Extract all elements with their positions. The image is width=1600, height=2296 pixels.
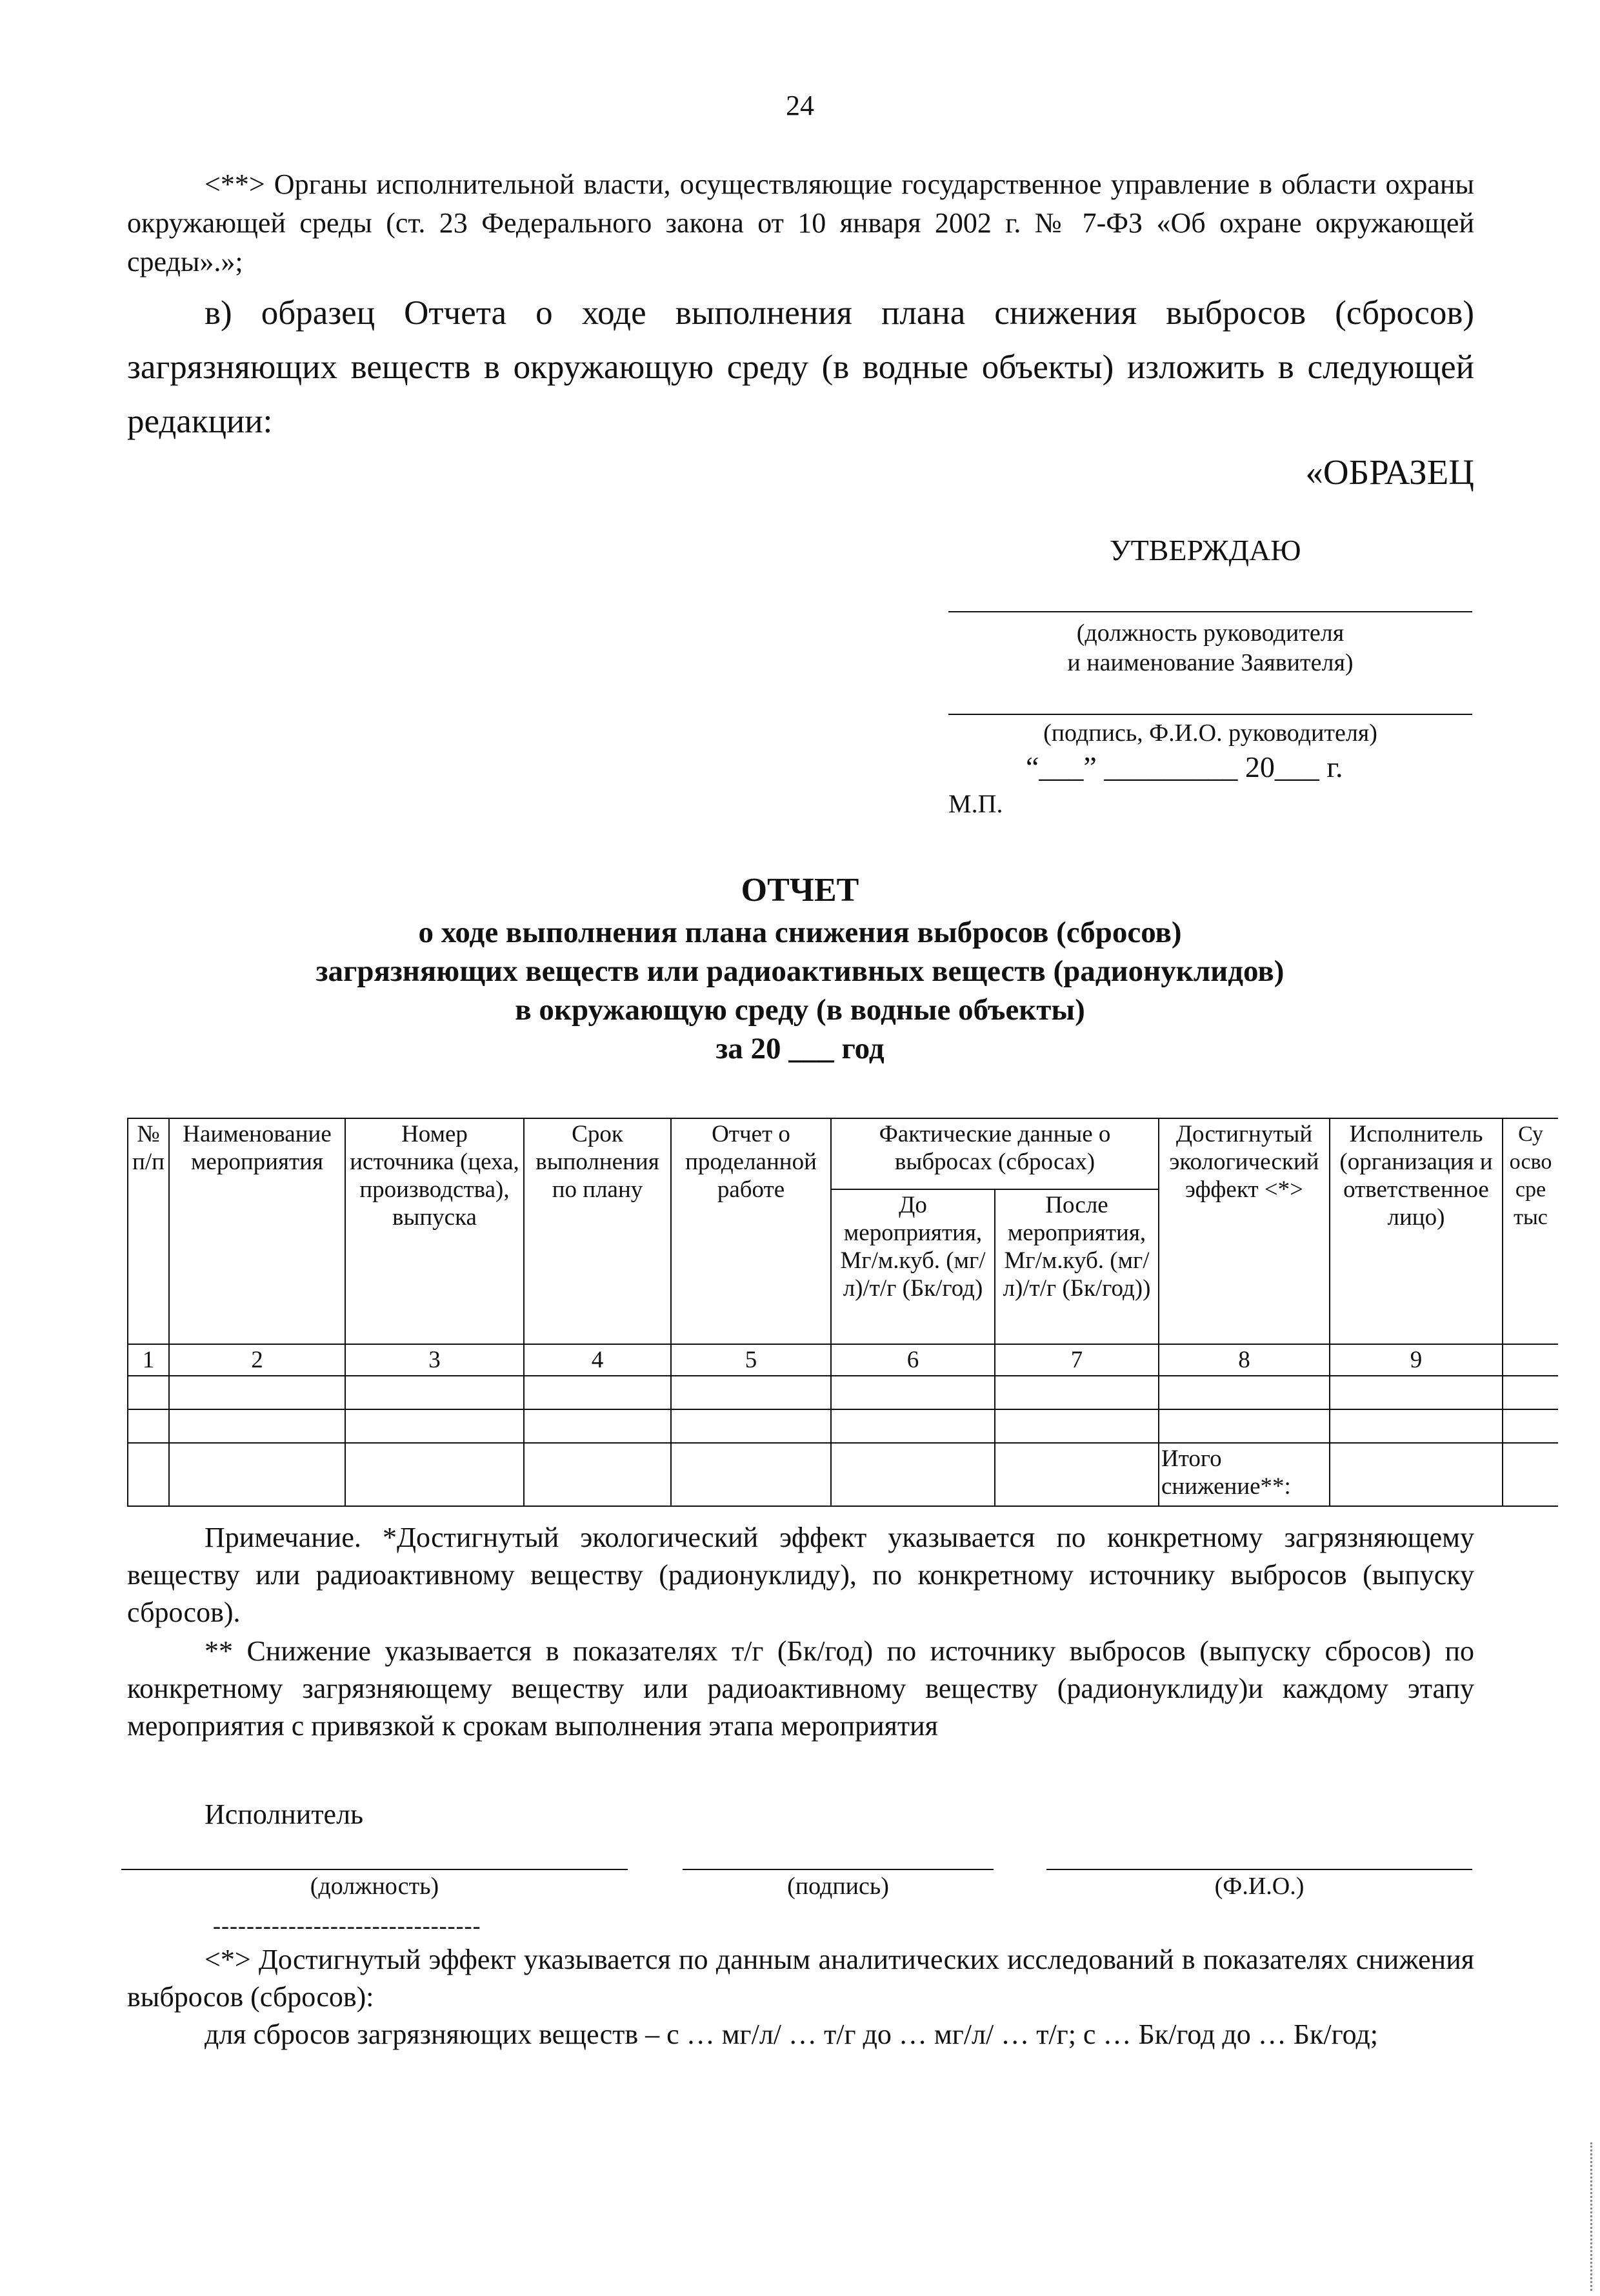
header-source: Номер источника (цеха, производства), выпуска [345,1118,524,1344]
page-number: 24 [786,90,814,121]
table-row [128,1409,1558,1443]
column-number: 2 [169,1344,345,1376]
executor-name-caption: (Ф.И.О.) [1214,1873,1305,1900]
signature-line [948,714,1472,715]
report-title-line-4: в окружающую среду (в водные объекты) [515,993,1085,1027]
footnote-separator: -------------------------------- [213,1913,481,1939]
report-table [127,1118,1558,1507]
header-executor: Исполнитель (организация и ответственное лицо) [1330,1118,1503,1344]
executor-position-line [121,1869,628,1870]
footnote-top: <**> Органы исполнительной власти, осуществляющие государственное управление в области охраны окружающей среды (ст. 23 Федерального закона от 10 января 2002 г. № 7-ФЗ «Об охране окружающей среды».»; [127,168,1474,277]
table-row [128,1376,1558,1409]
total-label: Итого снижение**: [1159,1443,1330,1506]
header-report: Отчет о проделанной работе [671,1118,831,1344]
note-reduction: ** Снижение указывается в показателях т/г (Бк/год) по источнику выбросов (выпуску сбросов) по конкретному загрязняющему веществу или радиоактивному веществу (радионуклиду)и каждому этапу мероприятия с привязкой к срокам выполнения этапа мероприятия [127,1635,1474,1742]
header-effect: Достигнутый экологический эффект <*> [1159,1118,1330,1344]
column-number: 9 [1330,1344,1503,1376]
executor-position-caption: (должность) [310,1873,439,1900]
executor-signature-caption: (подпись) [787,1873,889,1900]
header-term: Срок выполнения по плану [524,1118,671,1344]
signature-caption: (подпись, Ф.И.О. руководителя) [1043,720,1377,747]
bottom-footnote: <*> Достигнутый эффект указывается по данным аналитических исследований в показателях снижения выбросов (сбросов): [127,1944,1474,2013]
note-effect: Примечание. *Достигнутый экологический эффект указывается по конкретному загрязняющему веществу или радиоактивному веществу (радионуклиду), по конкретному источнику выбросов (выпуску сбросов). [127,1522,1474,1628]
total-row [128,1443,1558,1506]
column-number: 4 [524,1344,671,1376]
header-cut: Су осво сре тыс [1503,1118,1558,1344]
column-number: 1 [128,1344,169,1376]
header-after: После мероприятия, Мг/м.куб. (мг/л)/т/г (Бк/год)) [995,1189,1159,1344]
header-name: Наименование мероприятия [169,1118,345,1344]
executor-name-line [1046,1869,1472,1870]
report-title-line-3: загрязняющих веществ или радиоактивных веществ (радионуклидов) [315,954,1285,988]
position-caption-2: и наименование Заявителя) [1067,649,1354,676]
position-line [948,611,1472,612]
column-number-row [128,1344,1558,1376]
position-caption-1: (должность руководителя [1076,619,1345,647]
column-number: 3 [345,1344,524,1376]
report-title: ОТЧЕТ [741,872,859,909]
report-title-line-5: за 20 ___ год [715,1032,885,1065]
executor-label: Исполнитель [205,1798,364,1830]
header-before: До мероприятия, Мг/м.куб. (мг/л)/т/г (Бк/год) [831,1189,995,1344]
scan-edge-mark [1590,2142,1592,2291]
column-number: 6 [831,1344,995,1376]
report-title-line-2: о ходе выполнения плана снижения выбросов (сбросов) [418,916,1182,949]
intro-paragraph: в) образец Отчета о ходе выполнения плана снижения выбросов (сбросов) загрязняющих веществ в окружающую среду (в водные объекты) изложить в следующей редакции: [127,294,1474,440]
header-actual: Фактические данные о выбросах (сбросах) [831,1118,1159,1189]
column-number [1503,1344,1558,1376]
bottom-footnote-2: для сбросов загрязняющих веществ – с … мг/л/ … т/г до … мг/л/ … т/г; с … Бк/год до … Бк/год; [205,2019,1378,2050]
sample-label: «ОБРАЗЕЦ [1305,452,1474,492]
executor-signature-line [683,1869,994,1870]
column-number: 7 [995,1344,1159,1376]
approve-heading: УТВЕРЖДАЮ [1110,534,1301,567]
column-number: 5 [671,1344,831,1376]
date-line: “___” _________ 20___ г. [1026,750,1343,783]
stamp-place: М.П. [948,789,1003,818]
header-num: № п/п [128,1118,169,1344]
column-number: 8 [1159,1344,1330,1376]
